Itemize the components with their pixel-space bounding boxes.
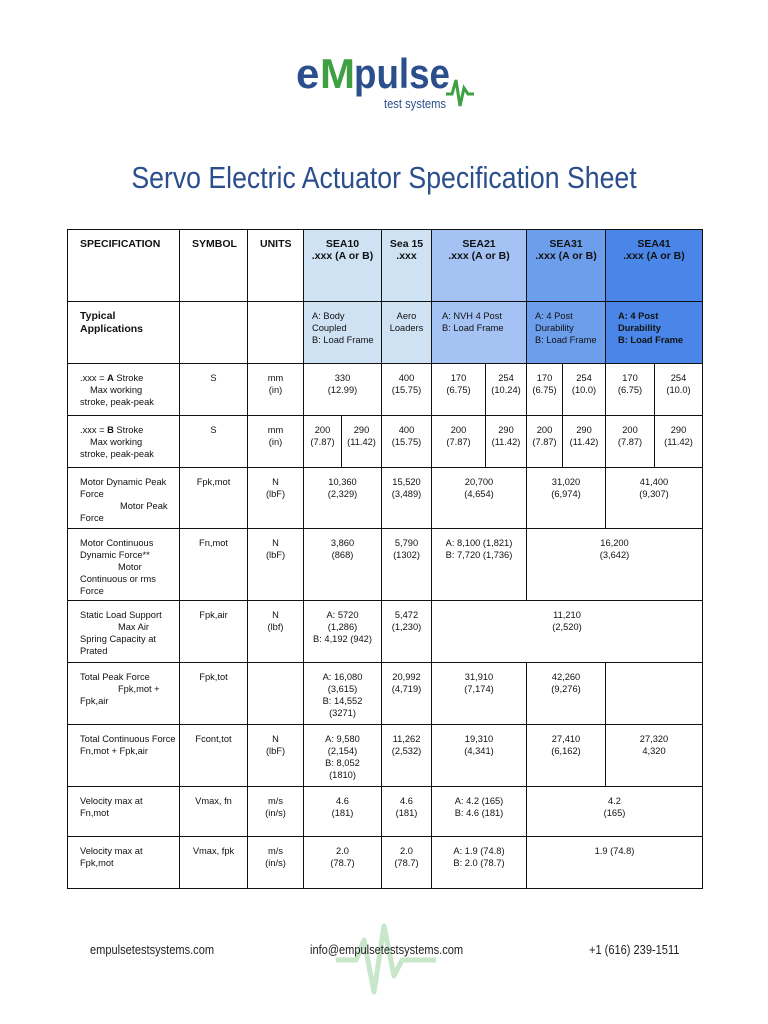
total-cont-units: N (lbF) xyxy=(248,725,304,787)
header-sea31: SEA31 .xxx (A or B) xyxy=(527,230,606,302)
header-sea15: Sea 15 .xxx xyxy=(382,230,432,302)
spec-table xyxy=(67,229,703,889)
apps-sea10: A: Body Coupled B: Load Frame xyxy=(304,302,382,364)
vel-fn-sea10: 4.6 (181) xyxy=(304,787,382,837)
static-load-spec: Static Load Support Max Air Spring Capacity at Prated xyxy=(68,601,180,663)
total-cont-sea10: A: 9,580 (2,154) B: 8,052 (1810) xyxy=(304,725,382,787)
table-row xyxy=(68,364,703,416)
logo-pulse-wave-icon xyxy=(446,80,474,106)
stroke-a-sea21b: 254 (10.24) xyxy=(486,364,527,416)
stroke-b-sea41a: 200 (7.87) xyxy=(606,416,655,468)
stroke-a-sea21a: 170 (6.75) xyxy=(432,364,486,416)
table-row xyxy=(68,837,703,889)
motor-cont-symbol: Fn,mot xyxy=(180,529,248,601)
motor-cont-sea10: 3,860 (868) xyxy=(304,529,382,601)
motor-peak-sea41: 41,400 (9,307) xyxy=(606,468,703,529)
logo-subtitle: test systems xyxy=(384,96,447,111)
stroke-b-sea21b: 290 (11.42) xyxy=(486,416,527,468)
vel-fn-sea21: A: 4.2 (165) B: 4.6 (181) xyxy=(432,787,527,837)
static-load-units: N (lbf) xyxy=(248,601,304,663)
logo-pulse: pulse xyxy=(354,50,450,97)
motor-cont-spec: Motor Continuous Dynamic Force** Motor Continuous or rms Force xyxy=(68,529,180,601)
stroke-a-sea15: 400 (15.75) xyxy=(382,364,432,416)
stroke-a-units: mm (in) xyxy=(248,364,304,416)
empulse-logo xyxy=(296,50,476,116)
static-load-sea21-41: 11,210 (2,520) xyxy=(432,601,703,663)
stroke-b-sea10a: 200 (7.87) xyxy=(304,416,342,468)
total-peak-sea21: 31,910 (7,174) xyxy=(432,663,527,725)
apps-sea21: A: NVH 4 Post B: Load Frame xyxy=(432,302,527,364)
table-row xyxy=(68,725,703,787)
motor-cont-sea31-41: 16,200 (3,642) xyxy=(527,529,703,601)
header-specification: SPECIFICATION xyxy=(68,230,180,302)
table-row xyxy=(68,302,703,364)
motor-peak-sea31: 31,020 (6,974) xyxy=(527,468,606,529)
stroke-a-sea31b: 254 (10.0) xyxy=(563,364,606,416)
footer-phone[interactable]: +1 (616) 239-1511 xyxy=(589,942,680,957)
table-row xyxy=(68,663,703,725)
motor-peak-sea10: 10,360 (2,329) xyxy=(304,468,382,529)
header-row xyxy=(68,230,703,302)
vel-fpk-sea31-41: 1.9 (74.8) xyxy=(527,837,703,889)
vel-fpk-units: m/s (in/s) xyxy=(248,837,304,889)
stroke-b-sea31b: 290 (11.42) xyxy=(563,416,606,468)
stroke-b-spec: .xxx = B Stroke Max working stroke, peak-peak xyxy=(68,416,180,468)
stroke-b-sea10b: 290 (11.42) xyxy=(342,416,382,468)
total-cont-sea41: 27,320 4,320 xyxy=(606,725,703,787)
table-row xyxy=(68,787,703,837)
total-cont-sea15: 11,262 (2,532) xyxy=(382,725,432,787)
apps-sea41: A: 4 Post Durability B: Load Frame xyxy=(606,302,703,364)
stroke-a-sea41a: 170 (6.75) xyxy=(606,364,655,416)
vel-fpk-symbol: Vmax, fpk xyxy=(180,837,248,889)
static-load-sea10: A: 5720 (1,286) B: 4,192 (942) xyxy=(304,601,382,663)
apps-label: Typical Applications xyxy=(68,302,180,364)
stroke-a-sea41b: 254 (10.0) xyxy=(655,364,703,416)
apps-sea15: Aero Loaders xyxy=(382,302,432,364)
stroke-a-sea10: 330 (12.99) xyxy=(304,364,382,416)
stroke-b-sea21a: 200 (7.87) xyxy=(432,416,486,468)
footer-website[interactable]: empulsetestsystems.com xyxy=(90,942,215,957)
motor-peak-units: N (lbF) xyxy=(248,468,304,529)
total-peak-spec: Total Peak Force Fpk,mot + Fpk,air xyxy=(68,663,180,725)
vel-fn-sea15: 4.6 (181) xyxy=(382,787,432,837)
total-cont-sea21: 19,310 (4,341) xyxy=(432,725,527,787)
vel-fpk-spec: Velocity max at Fpk,mot xyxy=(68,837,180,889)
table-row xyxy=(68,601,703,663)
motor-cont-sea15: 5,790 (1302) xyxy=(382,529,432,601)
stroke-a-symbol: S xyxy=(180,364,248,416)
total-cont-symbol: Fcont,tot xyxy=(180,725,248,787)
total-peak-sea15: 20,992 (4,719) xyxy=(382,663,432,725)
static-load-sea15: 5,472 (1,230) xyxy=(382,601,432,663)
motor-cont-units: N (lbF) xyxy=(248,529,304,601)
vel-fn-spec: Velocity max at Fn,mot xyxy=(68,787,180,837)
header-symbol: SYMBOL xyxy=(180,230,248,302)
static-load-symbol: Fpk,air xyxy=(180,601,248,663)
header-sea41: SEA41 .xxx (A or B) xyxy=(606,230,703,302)
stroke-a-sea31a: 170 (6.75) xyxy=(527,364,563,416)
header-units: UNITS xyxy=(248,230,304,302)
total-cont-sea31: 27,410 (6,162) xyxy=(527,725,606,787)
header-sea10: SEA10 .xxx (A or B) xyxy=(304,230,382,302)
total-peak-symbol: Fpk,tot xyxy=(180,663,248,725)
footer-email[interactable]: info@empulsetestsystems.com xyxy=(310,942,464,957)
stroke-b-sea31a: 200 (7.87) xyxy=(527,416,563,468)
total-peak-sea10: A: 16,080 (3,615) B: 14,552 (3271) xyxy=(304,663,382,725)
stroke-a-spec: .xxx = A Stroke Max working stroke, peak-peak xyxy=(68,364,180,416)
header-sea21: SEA21 .xxx (A or B) xyxy=(432,230,527,302)
vel-fn-symbol: Vmax, fn xyxy=(180,787,248,837)
table-row xyxy=(68,416,703,468)
logo-e: e xyxy=(296,50,320,97)
vel-fpk-sea10: 2.0 (78.7) xyxy=(304,837,382,889)
page-title: Servo Electric Actuator Specification Sheet xyxy=(131,160,637,195)
table-row xyxy=(68,468,703,529)
total-peak-sea31: 42,260 (9,276) xyxy=(527,663,606,725)
vel-fpk-sea21: A: 1.9 (74.8) B: 2.0 (78.7) xyxy=(432,837,527,889)
motor-peak-spec: Motor Dynamic Peak Force Motor Peak Force xyxy=(68,468,180,529)
stroke-b-sea15: 400 (15.75) xyxy=(382,416,432,468)
table-row xyxy=(68,529,703,601)
motor-cont-sea21: A: 8,100 (1,821) B: 7,720 (1,736) xyxy=(432,529,527,601)
vel-fn-sea31-41: 4.2 (165) xyxy=(527,787,703,837)
stroke-b-units: mm (in) xyxy=(248,416,304,468)
total-peak-sea41 xyxy=(606,663,703,725)
stroke-b-sea41b: 290 (11.42) xyxy=(655,416,703,468)
motor-peak-symbol: Fpk,mot xyxy=(180,468,248,529)
logo-m: M xyxy=(320,50,355,97)
vel-fn-units: m/s (in/s) xyxy=(248,787,304,837)
vel-fpk-sea15: 2.0 (78.7) xyxy=(382,837,432,889)
total-peak-units xyxy=(248,663,304,725)
total-cont-spec: Total Continuous Force Fn,mot + Fpk,air xyxy=(68,725,180,787)
motor-peak-sea15: 15,520 (3,489) xyxy=(382,468,432,529)
motor-peak-sea21: 20,700 (4,654) xyxy=(432,468,527,529)
stroke-b-symbol: S xyxy=(180,416,248,468)
apps-sea31: A: 4 Post Durability B: Load Frame xyxy=(527,302,606,364)
footer-pulse-wave-icon xyxy=(336,920,436,1000)
